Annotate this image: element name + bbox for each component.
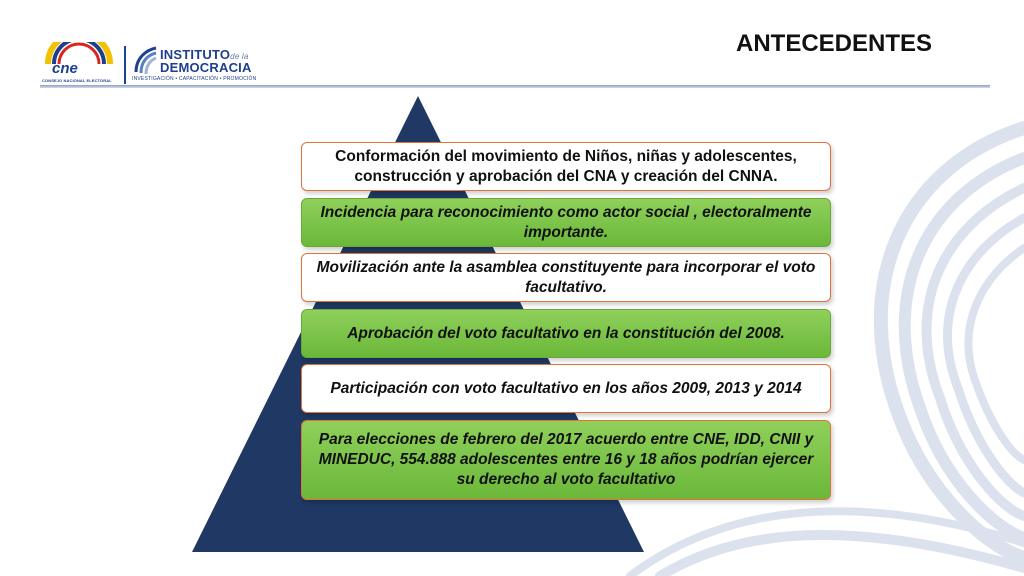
cne-logo-subtitle: CONSEJO NACIONAL ELECTORAL — [42, 78, 112, 83]
idd-logo-line2: DEMOCRACIA — [160, 60, 252, 75]
pyramid-level-1: Conformación del movimiento de Niños, niñas y adolescentes, construcción y aprobación del CNA y creación del CNNA. — [301, 142, 831, 191]
idd-logo-subtitle: INVESTIGACIÓN • CAPACITACIÓN • PROMOCIÓN — [132, 76, 257, 82]
pyramid-level-6: Para elecciones de febrero del 2017 acuerdo entre CNE, IDD, CNII y MINEDUC, 554.888 adolescentes entre 16 y 18 años podrían ejercer su derecho al voto facultativo — [301, 420, 831, 500]
idd-logo-word-dela: de la — [230, 52, 249, 61]
page-title: ANTECEDENTES — [736, 30, 933, 57]
pyramid-level-4: Aprobación del voto facultativo en la constitución del 2008. — [301, 309, 831, 358]
pyramid-level-3: Movilización ante la asamblea constituyente para incorporar el voto facultativo. — [301, 253, 831, 302]
pyramid-level-5: Participación con voto facultativo en los años 2009, 2013 y 2014 — [301, 364, 831, 413]
idd-logo-word-instituto: INSTITUTO — [160, 47, 231, 62]
cne-logo-text: cne — [52, 60, 78, 77]
pyramid-level-2: Incidencia para reconocimiento como actor social , electoralmente importante. — [301, 198, 831, 247]
